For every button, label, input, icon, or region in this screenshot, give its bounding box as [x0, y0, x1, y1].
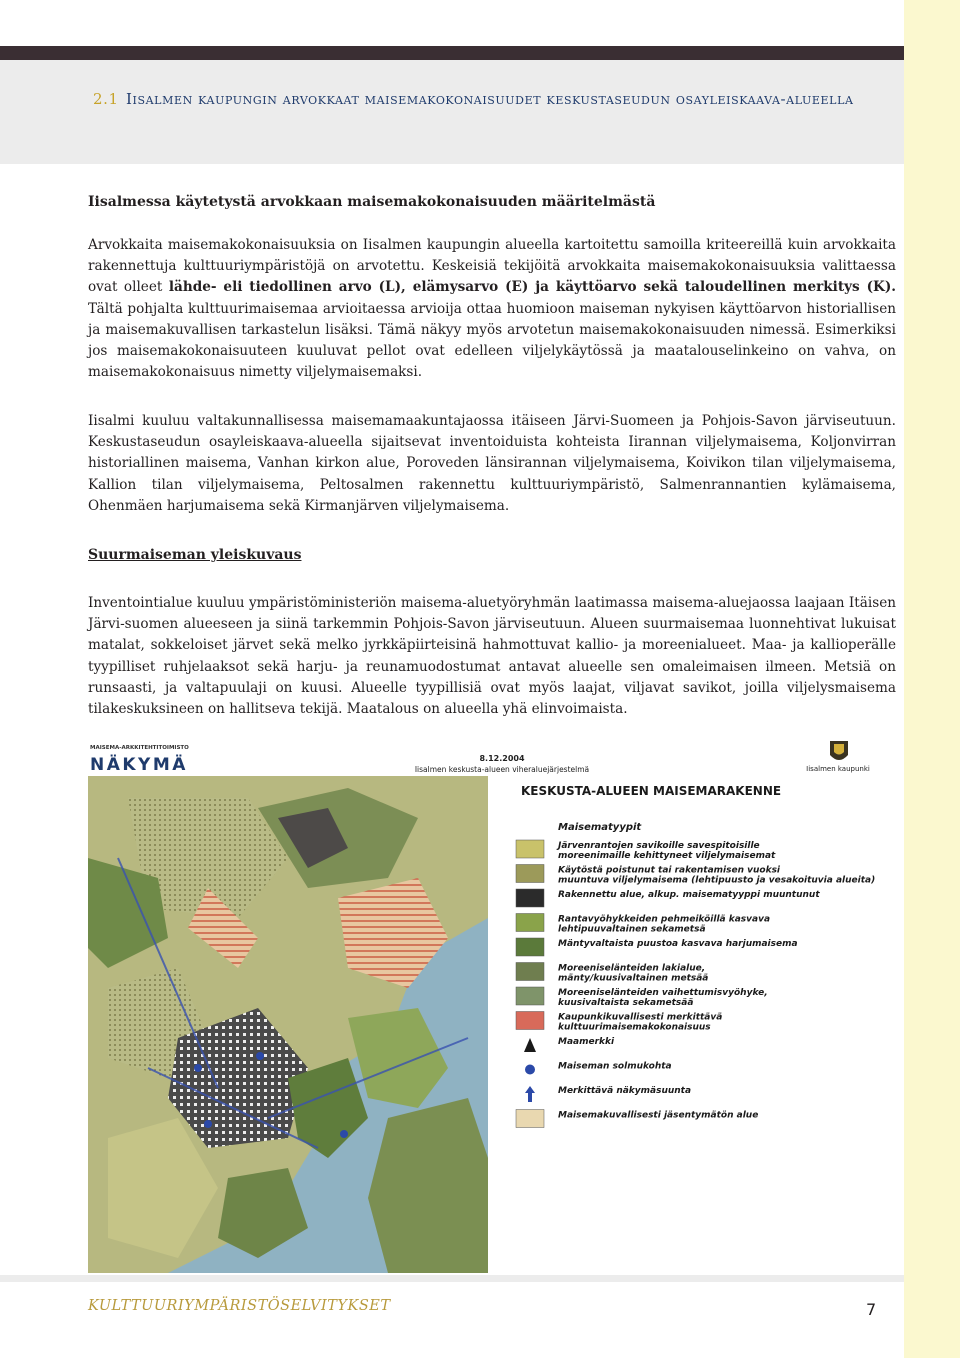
legend-label: Merkittävä näkymäsuunta — [558, 1086, 692, 1096]
legend-label: Kaupunkikuvallisesti merkittävä kulttuurimaisemakokonaisuus — [558, 1012, 723, 1033]
page-number: 7 — [866, 1300, 877, 1319]
definition-text-a: Arvokkaita maisemakokonaisuuksia on Iisalmen kaupungin alueella kartoitettu samoilla kriteereillä kuin arvokkaita rakennettuja kulttuuriympäristöjä on arvotettu. Keskeisiä tekijöitä arvokkaita maisemakokonaisuuksia valittaessa ovat olleet — [88, 237, 896, 296]
legend-swatch — [516, 865, 544, 883]
map-legend — [513, 776, 896, 1273]
footer-rule — [0, 1275, 904, 1282]
legend-swatch — [516, 987, 544, 1005]
header-band — [0, 60, 904, 164]
legend-label: Maiseman solmukohta — [558, 1061, 672, 1072]
overview-text: Inventointialue kuuluu ympäristöministeriön maisema-aluetyöryhmän laatimassa maisema-aluejaossa laajaan Itäisen Järvi-suomen alueeseen ja siinä tarkemmin Pohjois-Savon järviseutuun. Alueen suurmaisemaa luonnehtivat lukuisat matalat, sokkeloiset järvet sekä melko jyrkkäpiirteisinä hahmottuvat kallio- ja moreenialueet. Maa- ja kallioperälle tyypilliset ruhjelaaksot sekä harju- ja reunamuodostumat antavat alueelle sen omaleimaisen ilmeen. Metsiä on runsaasti, ja valtapuulaji on kuusi. Alueelle tyypillisiä ovat myös laajat, viljavat savikot, joilla viljelysmaisema tilakeskuksineen on hallitseva tekijä. Maatalous on alueella yhä elinvoimaista. — [88, 595, 896, 718]
footer-text: KULTTUURIYMPÄRISTÖSELVITYKSET — [88, 1298, 391, 1314]
legend-swatch — [516, 938, 544, 956]
section-title — [93, 88, 873, 110]
legend-label: Mäntyvaltaista puustoa kasvava harjumaisema — [558, 939, 798, 949]
map-svg — [88, 738, 896, 1273]
definition-text-c: Tältä pohjalta kulttuurimaisemaa arvioitaessa arvioija ottaa huomioon maiseman nykyisen käyttöarvon historiallisen ja maisemakuvallisen tarkastelun lisäksi. Tämä näkyy myös arvotetun maisemakokonaisuuden nimessä. Esimerkiksi jos maisemakokonaisuuteen kuuluvat pellot ovat edelleen viljelykäytössä ja maatalouselinkeino on vahva, on maisemakokonaisuus nimetty viljelymaisemaksi. — [88, 300, 896, 381]
section-title-text: Iisalmen kaupungin arvokkaat maisemakokonaisuudet keskustaseudun osayleiskaava-alueella — [126, 90, 854, 108]
map-subtitle: Iisalmen keskusta-alueen viheraluejärjestelmä — [414, 765, 590, 774]
legend-swatch — [516, 963, 544, 981]
legend-swatch — [525, 1065, 535, 1075]
legend-label: Moreeniselänteiden vaihettumisvyöhyke, kuusivaltaista sekametsää — [558, 988, 768, 1008]
legend-label: Rakennettu alue, alkup. maisematyyppi muuntunut — [558, 890, 820, 900]
legend-label: Moreeniselänteiden lakialue, mänty/kuusivaltainen metsää — [558, 963, 709, 984]
map-date: 8.12.2004 — [479, 754, 525, 763]
legend-label: Järvenrantojen savikoille savespitoisille moreenimaille kehittyneet viljelymaisemat — [558, 841, 776, 861]
top-bar — [0, 46, 904, 60]
legend-swatch — [516, 1012, 544, 1030]
definition-heading: Iisalmessa käytetystä arvokkaan maisemakokonaisuuden määritelmästä — [88, 194, 656, 210]
definition-paragraph-1 — [88, 235, 896, 383]
legend-swatch — [516, 889, 544, 907]
definition-text-2: Iisalmi kuuluu valtakunnallisessa maisemamaakuntajaossa itäiseen Järvi-Suomeen ja Pohjois-Savon järviseutuun. Keskustaseudun osayleiskaava-alueella sijaitsevat inventoiduista kohteista Iirannan viljelymaisema, Koljonvirran historiallinen maisema, Vanhan kirkon alue, Poroveden länsirannan viljelymaisema, Koivikon tilan viljelymaisema, Kallion tilan viljelymaisema, Peltosalmen rakennettu kulttuuriympäristö, Salmenrannantien kylämaisema, Ohenmäen harjumaisema sekä Kirmanjärven viljelymaisema. — [88, 413, 896, 514]
legend-swatch — [516, 840, 544, 858]
city-crest-icon — [830, 741, 848, 760]
landscape-map — [88, 738, 896, 1273]
legend-label: Maamerkki — [558, 1037, 615, 1047]
overview-paragraph — [88, 593, 896, 720]
map-brand-small: MAISEMA-ARKKITEHTITOIMISTO — [90, 745, 189, 751]
definition-text-bold: lähde- eli tiedollinen arvo (L), elämysarvo (E) ja käyttöarvo sekä taloudellinen merkitys (K). — [168, 279, 896, 296]
legend-title: KESKUSTA-ALUEEN MAISEMARAKENNE — [521, 784, 782, 798]
side-stripe — [904, 0, 960, 1358]
map-brand: NÄKYMÄ — [90, 755, 188, 775]
legend-label: Rantavyöhykkeiden pehmeiköillä kasvava lehtipuuvaltainen sekametsä — [558, 914, 771, 935]
section-number: 2.1 — [93, 90, 119, 108]
legend-subtitle: Maisematyypit — [558, 822, 642, 833]
legend-label: Maisemakuvallisesti jäsentymätön alue — [558, 1110, 759, 1121]
legend-swatch — [516, 1110, 544, 1128]
map-city: Iisalmen kaupunki — [806, 765, 870, 773]
legend-swatch — [516, 914, 544, 932]
map-area — [88, 776, 488, 1273]
legend-label: Käytöstä poistunut tai rakentamisen vuoksi muuntuva viljelymaisema (lehtipuusto ja vesakoituvia alueita) — [558, 865, 876, 886]
overview-heading: Suurmaiseman yleiskuvaus — [88, 547, 302, 563]
definition-paragraph-2 — [88, 411, 896, 517]
